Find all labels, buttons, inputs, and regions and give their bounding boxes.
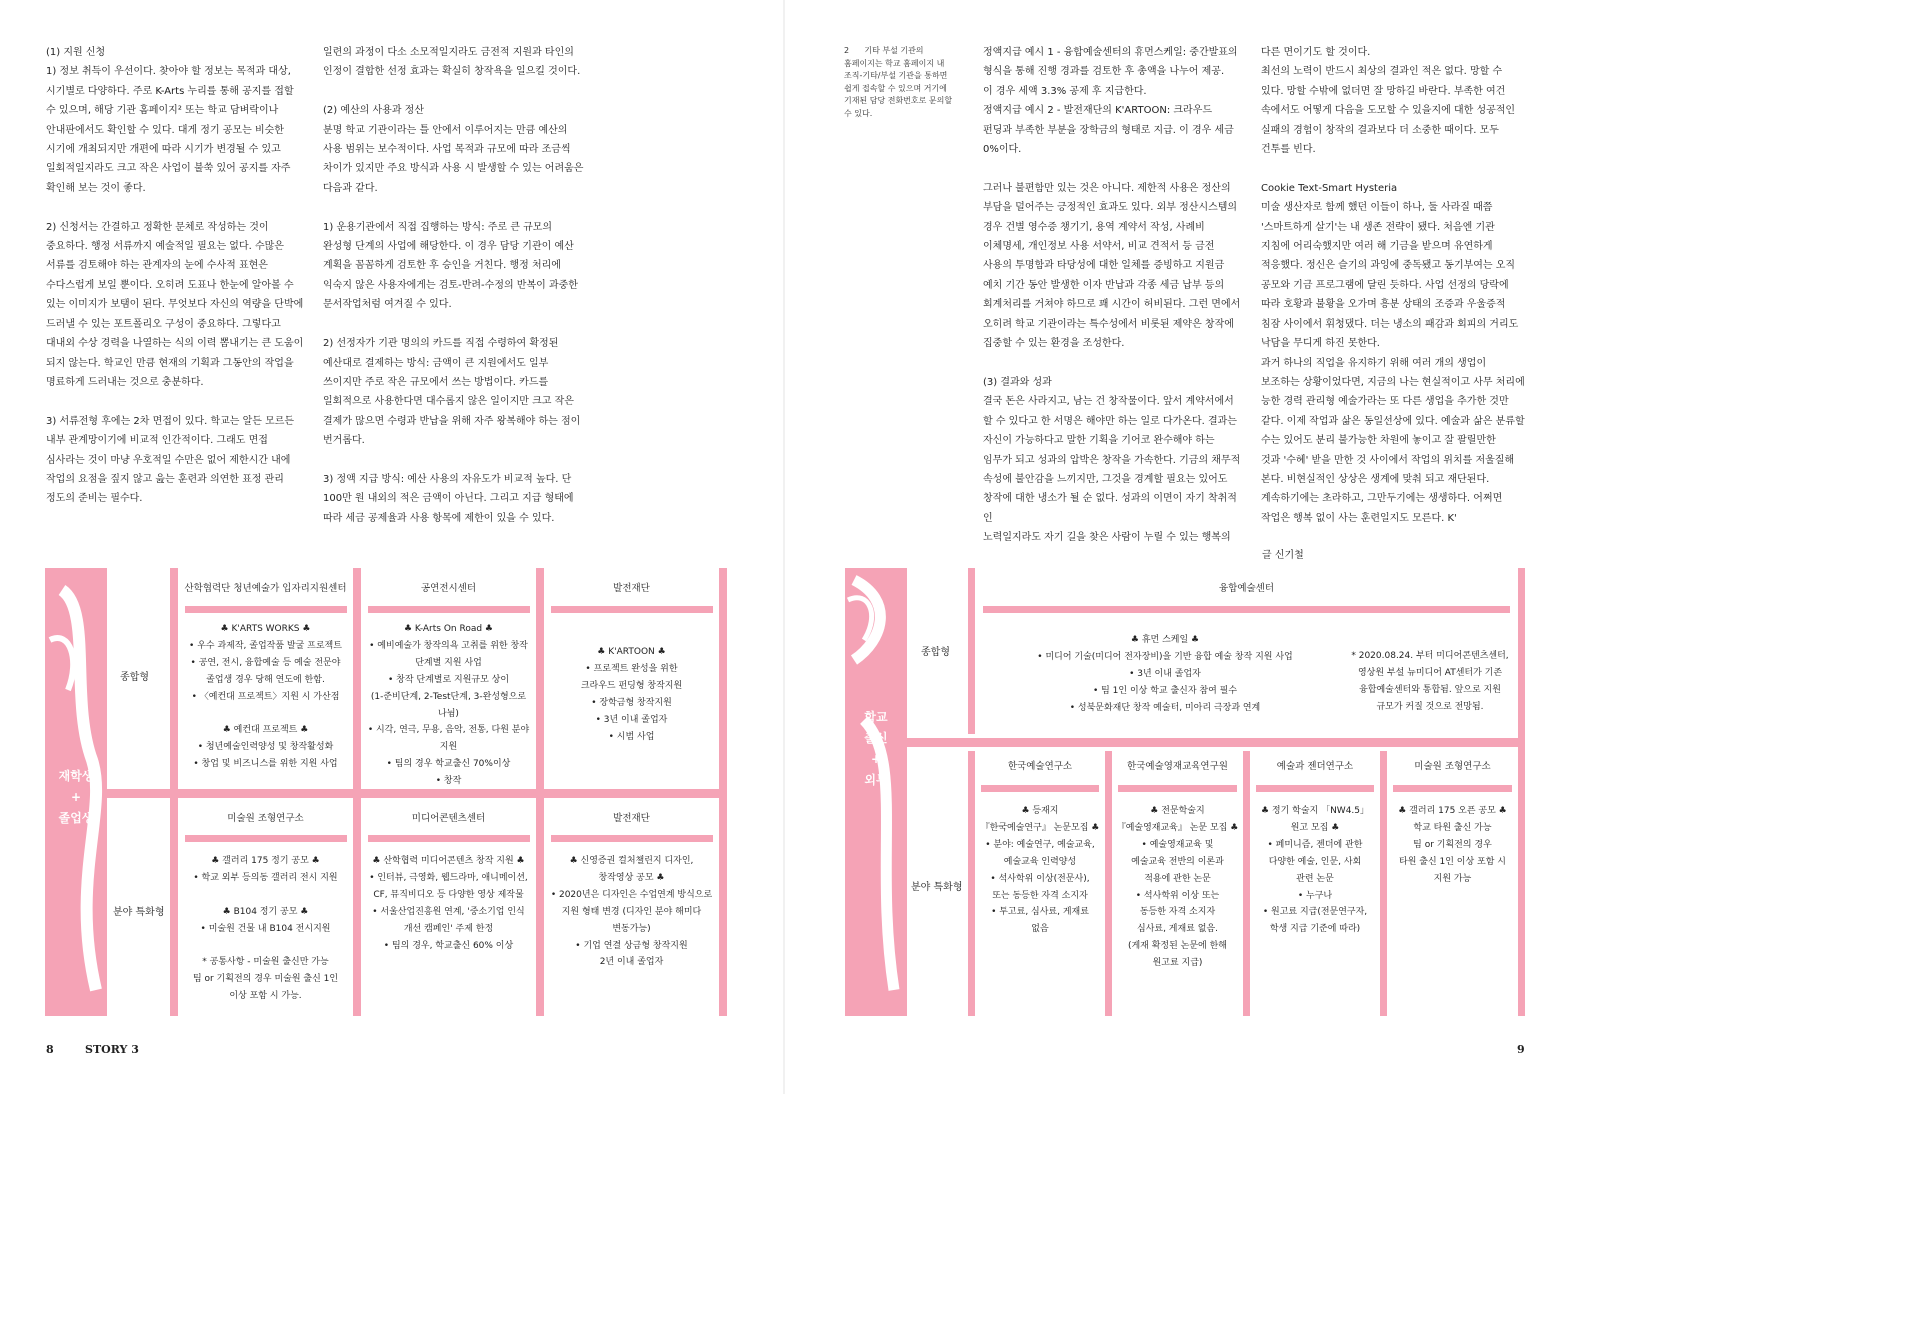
- cell-body: ♣ K-Arts On Road ♣ • 예비예술가 창작의욕 고취를 위한 창작 단계별 지원 사업 • 창작 단계별로 지원규모 상이 (1-준비단계, 2-Test단계, 3-완성형으로 나뉨) • 시각, 연극, 무용, 음악, 전통, 다원 분야 지원 • 팀의 경우 학교출신 70%이상 • 창작: [367, 624, 530, 787]
- cell-title: 예술과 젠더연구소: [1276, 761, 1354, 772]
- top-cell-note: * 2020.08.24. 부터 미디어콘텐츠센터, 영상원 부설 뉴미디어 AT센터가 기존 융합예술센터와 통합됨. 앞으로 지원 규모가 커질 것으로 전망됨.: [1351, 651, 1509, 712]
- top-cell-body: ♣ 휴먼 스케일 ♣ • 미디어 기술(미디어 전자장비)을 기반 융합 예술 창작 지원 사업 • 3년 이내 졸업자 • 팀 1인 이상 학교 출신자 참여 필수 • 성북문화재단 창작 예술터, 미아리 극장과 연계: [1037, 635, 1293, 713]
- right-column-2: 다른 면이기도 할 것이다. 최선의 노력이 반드시 최상의 결과인 적은 없다. 망할 수 있다. 망할 수밖에 없더면 잘 망하길 바란다. 부족한 여건 속에서도 어떻게 다음을 도모할 수 있을지에 대한 성공적인 실패의 경험이 창작의 결과보다 더 소중한 때이다. 모두 건투를 빈다. Cookie Text-Smart Hysteria 미술 생산자로 함께 했던 이들이 하나, 둘 사라질 때쯤 '스마트하게 살기'는 내 생존 전략이 됐다. 처음엔 기관 지침에 어리숙했지만 여러 해 기금을 받으며 유연하게 적응했다. 정신은 슬기의 과잉에 중독됐고 동기부여는 오직 공모와 기금 프로그램에 달린 듯하다. 사업 선정의 당락에 따라 호황과 불황을 오가며 흥분 상태의 조증과 우울증적 침잠 사이에서 휘청댔다. 더는 냉소의 패감과 회피의 거리도 낙담을 무디게 하진 못한다. 과거 하나의 직업을 유지하기 위해 여러 개의 생업이 보조하는 상황이었다면, 지금의 나는 현실적이고 사무 처리에 능한 경력 관리형 예술가라는 또 다른 생업을 추가한 것만 같다. 이제 작업과 삶은 동일선상에 있다. 예술과 삶은 분류할 수는 있어도 분리 불가능한 차원에 놓이고 잘 팔릴만한 것과 '수혜' 받을 만한 것 사이에서 작업의 위치를 저울질해 본다. 비현실적인 상상은 생계에 맞춰 되고 재단된다. 계속하기에는 초라하고, 그만두기에는 생생하다. 어쩌면 작업은 행복 없이 사는 훈련일지도 모른다. K': [1261, 47, 1525, 524]
- cell-body: ♣ 산학협력 미디어콘텐츠 창작 지원 ♣ • 인터뷰, 극영화, 웹드라마, 애니메이션, CF, 뮤직비디오 등 다양한 영상 제작물 • 서울산업진흥원 연계, '중소기업 인식 개선 캠페인' 주제 한정 • 팀의 경우, 학교출신 60% 이상: [369, 856, 528, 951]
- cell-title: 미술원 조형연구소: [227, 813, 304, 824]
- cell-body: ♣ 전문학술지 『예술영재교육』 논문 모집 ♣ • 예술영재교육 및 예술교육 전반의 이론과 적용에 관한 논문 • 석사학위 이상 또는 동등한 자격 소지자 심사료, 게재료 없음. (게재 확정된 논문에 한해 원고료 지급): [1116, 806, 1239, 969]
- right-vertical-label: 학교 출신 + 외부: [864, 710, 888, 787]
- cell-body: ♣ 갤러리 175 오픈 공모 ♣ 학교 타원 출신 가능 팀 or 기획전의 경우 타원 출신 1인 이상 포함 시 지원 가능: [1398, 806, 1507, 884]
- cell-body: ♣ 등재지 『한국예술연구』 논문모집 ♣ • 분야: 예술연구, 예술교육, 예술교육 인력양성 • 석사학위 이상(전문사), 또는 동등한 자격 소지자 • 투고료, 심사료, 게재료 없음: [980, 806, 1100, 935]
- right-page-number: 9: [1517, 1043, 1525, 1056]
- author-credit: 글 신기철: [1262, 550, 1304, 561]
- footnote: 2 기타 부설 기관의 홈페이지는 학교 홈페이지 내 조직-기타/부설 기관을 통하면 쉽게 접속할 수 있으며 거기에 기재된 담당 전화번호로 문의할 수 있다.: [844, 46, 953, 118]
- right-row-label-specialized: 분야 특화형: [911, 882, 963, 893]
- left-column-2: 일련의 과정이 다소 소모적일지라도 금전적 지원과 타인의 인정이 결합한 선정 효과는 확실히 창작욕을 일으킬 것이다. (2) 예산의 사용과 정산 분명 학교 기관이라는 틀 안에서 이루어지는 만큼 예산의 사용 범위는 보수적이다. 사업 목적과 규모에 따라 조금씩 차이가 있지만 주요 방식과 사용 시 발생할 수 있는 어려움은 다음과 같다. 1) 운용기관에서 직접 집행하는 방식: 주로 큰 규모의 완성형 단계의 사업에 해당한다. 이 경우 담당 기관이 예산 계획을 꼼꼼하게 검토한 후 승인을 거친다. 행정 처리에 익숙지 않은 사용자에게는 검토-반려-수정의 반복이 과중한 문서작업처럼 여겨질 수 있다. 2) 선정자가 기관 명의의 카드를 직접 수령하여 확정된 예산대로 결제하는 방식: 금액이 큰 지원에서도 일부 쓰이지만 주로 작은 규모에서 쓰는 방법이다. 카드를 일회적으로 사용한다면 대수롭지 않은 일이지만 크고 작은 결제가 많으면 수령과 반납을 위해 자주 왕복해야 하는 점이 번거롭다. 3) 정액 지급 방식: 예산 사용의 자유도가 비교적 높다. 단 100만 원 내외의 적은 금액이 아닌다. 그리고 지급 형태에 따라 세금 공제율과 사용 항목에 제한이 있을 수 있다.: [323, 47, 584, 524]
- cell-title: 미술원 조형연구소: [1414, 761, 1491, 772]
- left-row-label-general: 종합형: [120, 672, 149, 683]
- cell-title: 한국예술연구소: [1007, 761, 1073, 772]
- cell-title: 한국예술영재교육연구원: [1127, 761, 1228, 772]
- top-cell-title: 융합예술센터: [1218, 583, 1275, 594]
- cell-body: ♣ K'ARTS WORKS ♣ • 우수 과제작, 졸업작품 발굴 프로젝트 • 공연, 전시, 융합예술 등 예술 전문야 졸업생 경우 당해 연도에 한함. • 〈예컨대 프로젝트〉지원 시 가산점 ♣ 예컨대 프로젝트 ♣ • 청년예술인력양성 및 창작활성화 • 창업 및 비즈니스를 위한 지원 사업: [189, 624, 342, 770]
- left-vertical-label: 재학생 + 졸업생: [58, 769, 94, 825]
- cell-title: 발전재단: [613, 583, 650, 594]
- cell-body: ♣ 신영증권 컬처챌린지 디자인, 창작영상 공모 ♣ • 2020년은 디자인은 수업연계 방식으로 지원 형태 변경 (디자인 분야 해미다 변동가능) • 기업 연결 상금형 창작지원 2년 이내 졸업자: [550, 856, 713, 968]
- cell-title: 미디어콘텐츠센터: [411, 813, 486, 824]
- cell-body: ♣ 갤러리 175 정기 공모 ♣ • 학교 외부 등의동 갤러리 전시 지원 ♣ B104 정기 공모 ♣ • 미술원 건물 내 B104 전시지원 * 공통사항 - 미술원 출신만 가능 팀 or 기획전의 경우 미술원 출신 1인 이상 포함 시 가능.: [192, 856, 339, 1002]
- right-row-label-general: 종합형: [921, 647, 950, 658]
- cell-title: 산학협력단 청년예술가 입자리지원센터: [184, 583, 347, 594]
- section-label: STORY 3: [85, 1043, 139, 1056]
- left-page-number: 8: [46, 1043, 54, 1056]
- left-column-1: (1) 지원 신청 1) 정보 취득이 우선이다. 찾아야 할 정보는 목적과 대상, 시기별로 다양하다. 주로 K-Arts 누리를 통해 공지를 접할 수 있으며, 해당 기관 홈페이지² 또는 학교 담벼락이나 안내판에서도 확인할 수 있다. 대게 정기 공모는 비슷한 시기에 개최되지만 개편에 따라 시기가 변경될 수 있고 일회적일지라도 크고 작은 사업이 불쑥 있어 공지를 자주 확인해 보는 것이 좋다. 2) 신청서는 간결하고 정확한 문체로 작성하는 것이 중요하다. 행정 서류까지 예술적일 필요는 없다. 수많은 서류를 검토해야 하는 관계자의 눈에 수사적 표현은 수다스럽게 보일 뿐이다. 오히려 도표나 한눈에 알아볼 수 있는 이미지가 보탬이 된다. 무엇보다 자신의 역량을 단박에 드러낼 수 있는 포트폴리오 구성이 중요하다. 그렇다고 대내외 수상 경력을 나열하는 식의 이력 뽐내기는 큰 도움이 되지 않는다. 학교인 만큼 현재의 기획과 그동안의 작업을 명료하게 드러내는 것으로 충분하다. 3) 서류전형 후에는 2차 면접이 있다. 학교는 알든 모르든 내부 관계망이기에 비교적 인간적이다. 그래도 면접 심사라는 것이 마냥 우호적일 수만은 없어 제한시간 내에 작업의 요점을 짚지 않고 읊는 훈련과 의연한 표정 관리 정도의 준비는 필수다.: [46, 47, 304, 505]
- cell-body: ♣ K'ARTOON ♣ • 프로젝트 완성을 위한 크라우드 펀딩형 창작지원 • 장학금형 창작지원 • 3년 이내 졸업자 • 시범 사업: [580, 647, 683, 742]
- cell-title: 공연전시센터: [420, 583, 477, 594]
- cell-body: ♣ 정기 학술지 「NW4.5」 원고 모집 ♣ • 페미니즘, 젠더에 관한 다양한 예술, 인문, 사회 관련 논문 • 누구나 • 원고료 지급(전문연구자, 학생 지급 기준에 따라): [1260, 806, 1370, 935]
- cell-title: 발전재단: [613, 813, 650, 824]
- left-row-label-specialized: 분야 특화형: [113, 907, 165, 918]
- right-column-1: 정액지급 예시 1 - 융합예술센터의 휴먼스케일: 중간발표의 형식을 통해 진행 경과를 검토한 후 총액을 나누어 제공. 이 경우 세액 3.3% 공제 후 지급한다. 정액지급 예시 2 - 발전재단의 K'ARTOON: 크라우드 펀딩과 부족한 부분을 장학금의 형태로 지급. 이 경우 세금 0%이다. 그러나 불편함만 있는 것은 아니다. 제한적 사용은 정산의 부담을 덜어주는 긍정적인 효과도 있다. 외부 정산시스템의 경우 건별 영수증 챙기기, 용역 계약서 작성, 사례비 이체명세, 개인정보 사용 서약서, 비교 견적서 등 금전 사용의 투명함과 타당성에 대한 일체를 증빙하고 지원금 예치 기간 동안 발생한 이자 반납과 각종 세금 납부 등의 회계처리를 거쳐야 하므로 꽤 시간이 허비된다. 그런 면에서 오히려 학교 기관이라는 특수성에서 비롯된 제약은 창작에 집중할 수 있는 환경을 조성한다. (3) 결과와 성과 결국 돈은 사라지고, 남는 건 창작물이다. 앞서 계약서에서 할 수 있다고 한 서명은 해야만 하는 일로 다가온다. 결과는 자신이 가능하다고 말한 기획을 기어코 완수해야 하는 임무가 되고 성과의 압박은 창작을 가속한다. 기금의 채무적 속성에 불안감을 느끼지만, 그것을 경계할 필요는 있어도 창작에 대한 냉소가 될 순 없다. 성과의 이면이 자기 착취적인 노력일지라도 자기 길을 찾은 사람이 누릴 수 있는 행복의: [983, 47, 1241, 544]
